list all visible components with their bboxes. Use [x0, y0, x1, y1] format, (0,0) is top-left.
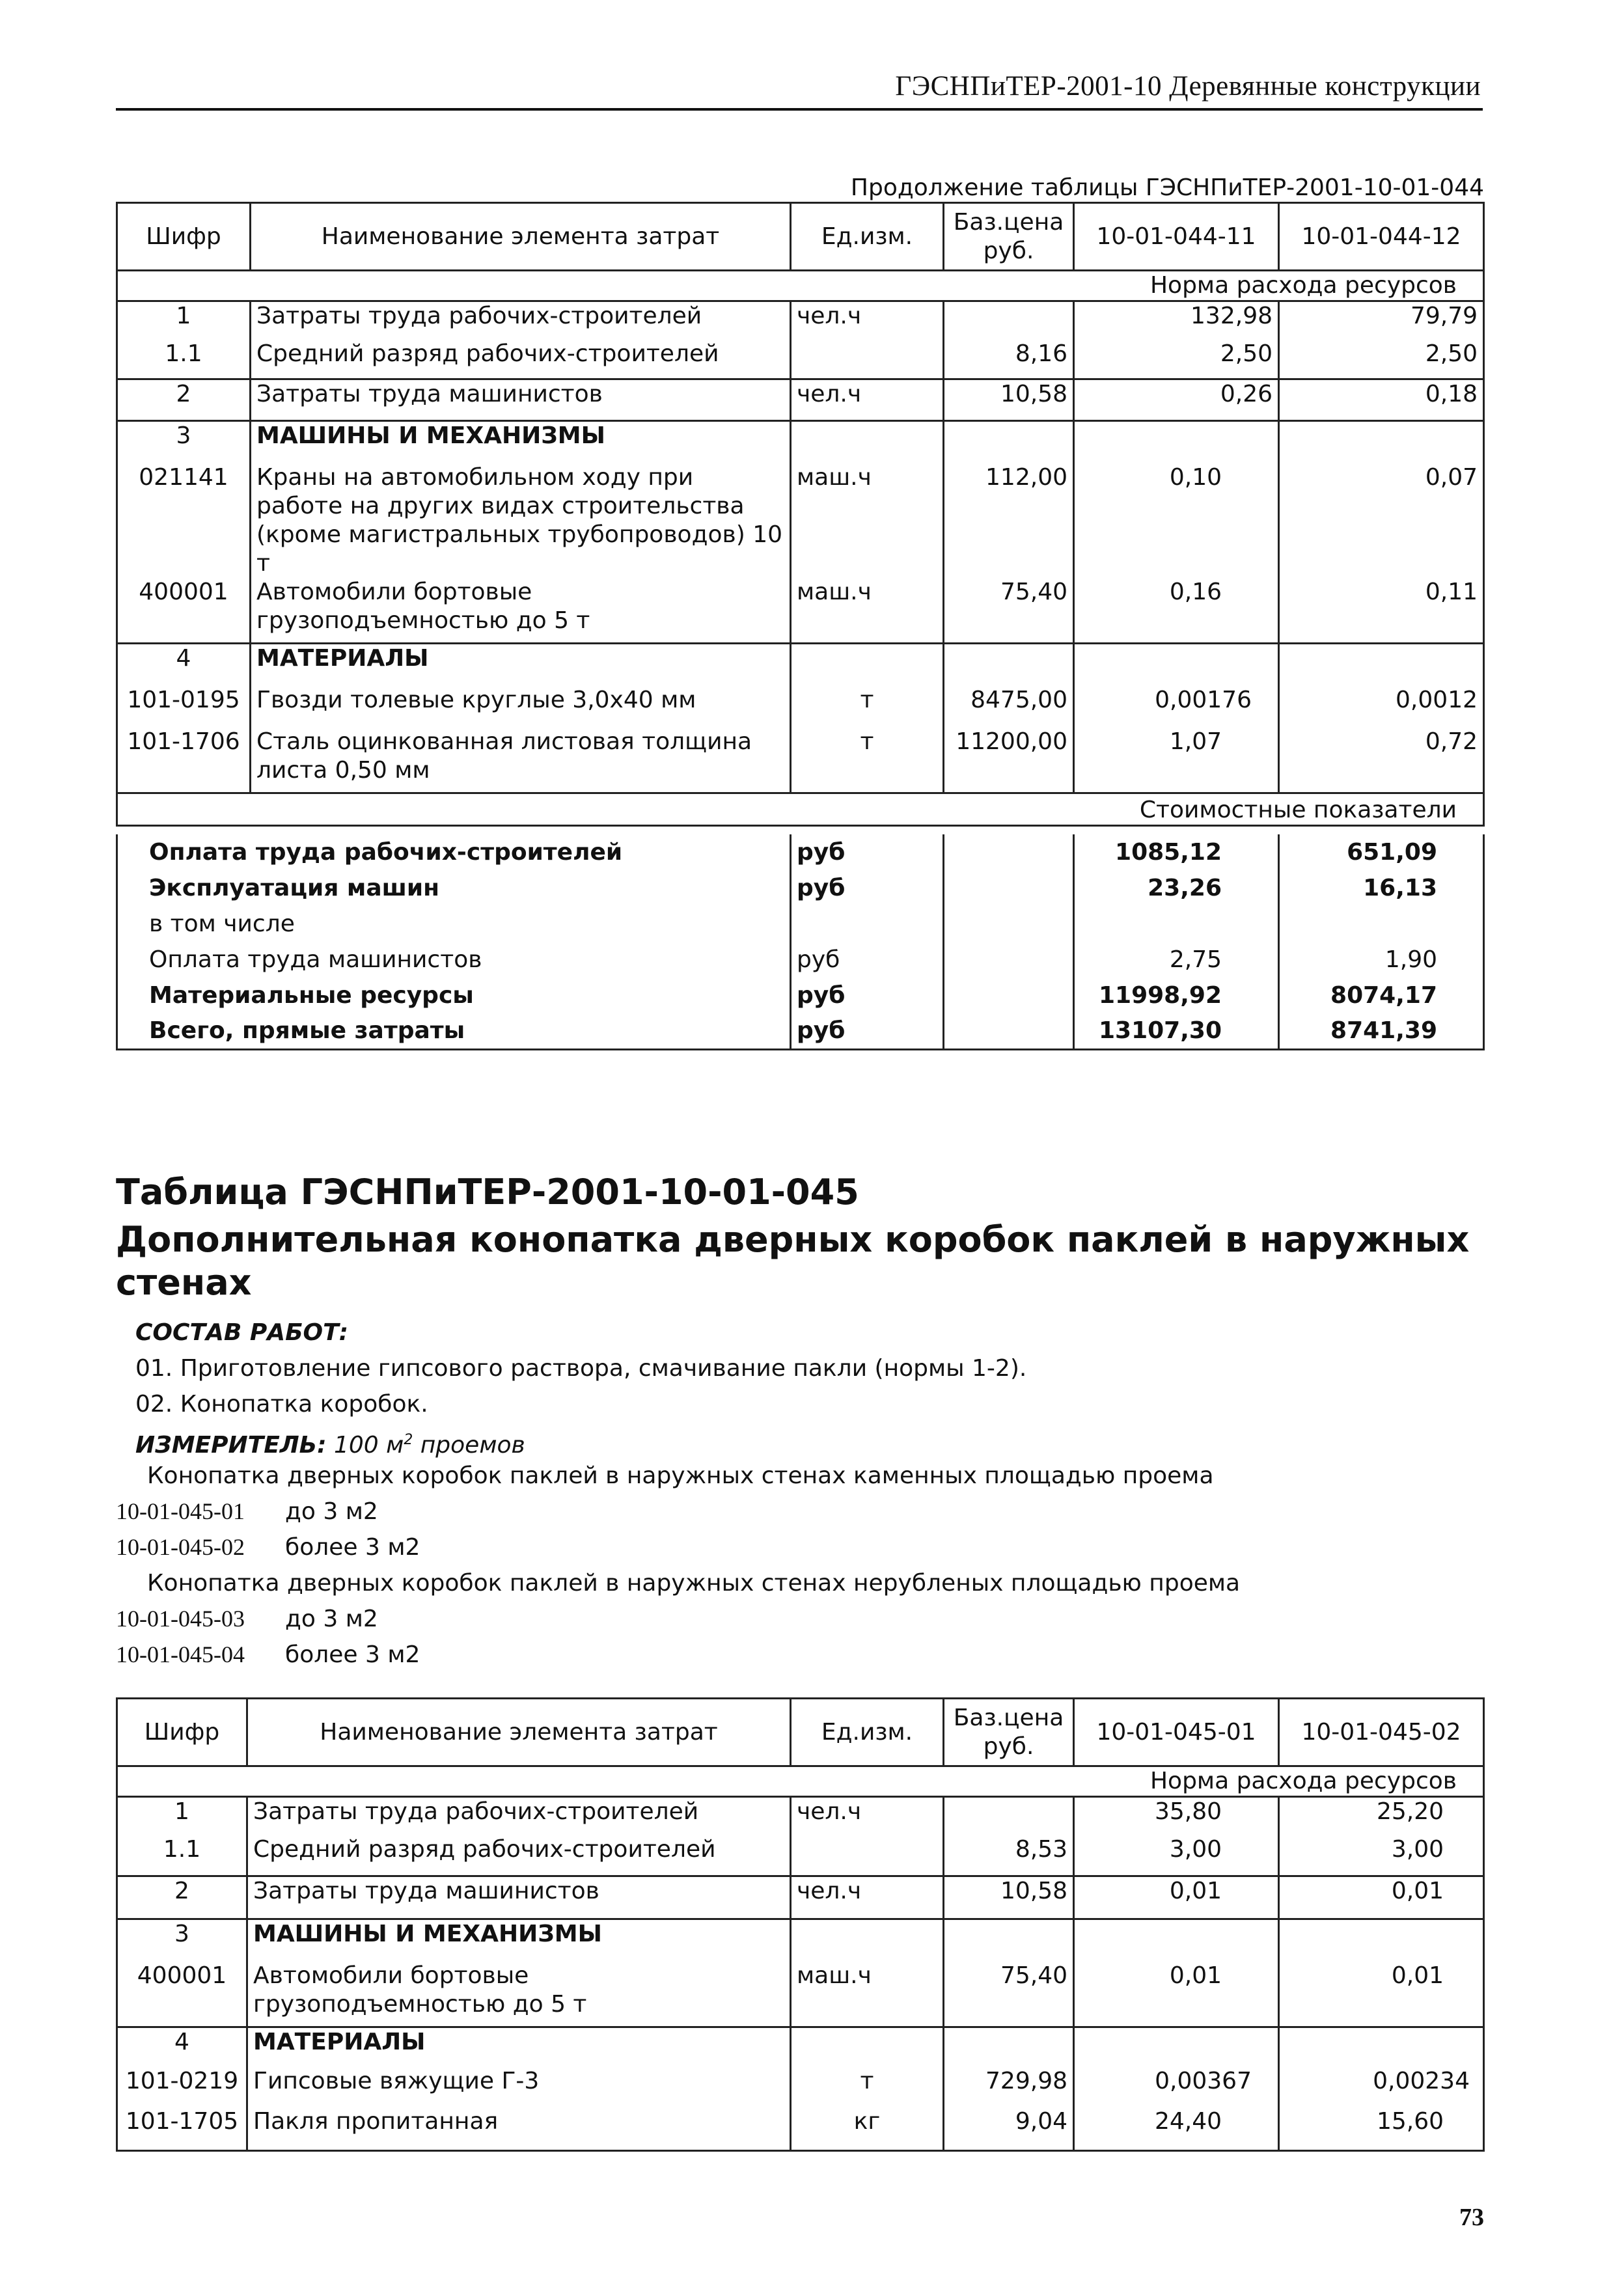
- row-code: 1: [117, 301, 251, 340]
- row-value-2: 15,60: [1279, 2107, 1484, 2150]
- norm-text: до 3 м2: [285, 1498, 378, 1525]
- meter-value: 100 м: [333, 1432, 404, 1459]
- row-price: 8475,00: [944, 686, 1074, 728]
- row-name: Средний разряд рабочих-строителей: [251, 340, 791, 379]
- row-unit: кг: [791, 2107, 944, 2150]
- row-value-2: 79,79: [1279, 301, 1484, 340]
- resource-table-044: [116, 202, 1485, 827]
- norm-code: 10-01-045-03: [116, 1606, 245, 1632]
- row-value-2: 0,72: [1279, 728, 1484, 793]
- header-norm-1: 10-01-045-01: [1074, 1699, 1279, 1766]
- row-price: 8,16: [944, 340, 1074, 379]
- row-unit: т: [791, 686, 944, 728]
- row-value-1: 0,01: [1074, 1876, 1279, 1919]
- row-code: 101-0219: [117, 2067, 247, 2107]
- row-value-1: [1074, 1919, 1279, 1962]
- table-header-row: [117, 203, 1484, 271]
- summary-unit: руб: [791, 870, 944, 906]
- norm-band-row: [117, 271, 1484, 301]
- row-name: Затраты труда машинистов: [247, 1876, 791, 1919]
- row-price: 729,98: [944, 2067, 1074, 2107]
- table-row: [117, 379, 1484, 420]
- summary-value-1: 1085,12: [1074, 834, 1279, 870]
- row-value-2: [1279, 1919, 1484, 1962]
- norm-band-row: [117, 1766, 1484, 1797]
- header-unit: Ед.изм.: [791, 1699, 944, 1766]
- row-code: 101-1706: [117, 728, 251, 793]
- norm-band-label: Норма расхода ресурсов: [117, 271, 1484, 301]
- summary-unit: руб: [791, 942, 944, 978]
- row-unit: маш.ч: [791, 578, 944, 643]
- table-row: [117, 1876, 1484, 1919]
- row-value-2: 3,00: [1279, 1835, 1484, 1876]
- header-norm-1: 10-01-044-11: [1074, 203, 1279, 271]
- row-value-2: [1279, 643, 1484, 686]
- norm-code: 10-01-045-02: [116, 1534, 245, 1560]
- section-subtitle: Дополнительная конопатка дверных коробок паклей в наружных стенах: [116, 1219, 1470, 1303]
- row-value-2: [1279, 420, 1484, 463]
- row-value-1: 3,00: [1074, 1835, 1279, 1876]
- row-name: Затраты труда машинистов: [251, 379, 791, 420]
- meter-line: [116, 1422, 1515, 1458]
- summary-value-1: 23,26: [1074, 870, 1279, 906]
- header-base-price: Баз.цена руб.: [944, 203, 1074, 271]
- row-price: 10,58: [944, 1876, 1074, 1919]
- summary-unit: [791, 906, 944, 942]
- row-unit: чел.ч: [791, 1796, 944, 1835]
- row-value-1: 1,07: [1074, 728, 1279, 793]
- row-value-2: 0,00234: [1279, 2067, 1484, 2107]
- row-code: 4: [117, 2027, 247, 2067]
- table-row: [117, 2107, 1484, 2150]
- table-row: [117, 643, 1484, 686]
- row-name: Гвозди толевые круглые 3,0х40 мм: [251, 686, 791, 728]
- summary-empty: [944, 870, 1074, 906]
- table-row: [117, 463, 1484, 578]
- cost-band-label: Стоимостные показатели: [117, 793, 1484, 825]
- row-value-1: 0,10: [1074, 463, 1279, 578]
- row-value-1: 0,26: [1074, 379, 1279, 420]
- work-description: [116, 1315, 1515, 1673]
- summary-value-1: 2,75: [1074, 942, 1279, 978]
- row-name: Средний разряд рабочих-строителей: [247, 1835, 791, 1876]
- table-row: [117, 340, 1484, 379]
- row-value-1: 0,16: [1074, 578, 1279, 643]
- row-code: 3: [117, 420, 251, 463]
- row-value-2: 0,0012: [1279, 686, 1484, 728]
- row-code: 1.1: [117, 1835, 247, 1876]
- summary-row: [117, 942, 1484, 978]
- row-name: Затраты труда рабочих-строителей: [251, 301, 791, 340]
- row-code: 400001: [117, 578, 251, 643]
- table-row: [117, 1835, 1484, 1876]
- meter-label: ИЗМЕРИТЕЛЬ:: [135, 1432, 327, 1459]
- summary-label: Всего, прямые затраты: [117, 1013, 791, 1049]
- row-unit: маш.ч: [791, 1962, 944, 2027]
- row-value-2: 0,01: [1279, 1962, 1484, 2027]
- row-name: Сталь оцинкованная листовая толщина листа 0,50 мм: [251, 728, 791, 793]
- header-norm-2: 10-01-045-02: [1279, 1699, 1484, 1766]
- summary-value-2: 651,09: [1279, 834, 1484, 870]
- row-price: 75,40: [944, 1962, 1074, 2027]
- work-composition-label: СОСТАВ РАБОТ:: [135, 1319, 349, 1346]
- summary-empty: [944, 834, 1074, 870]
- cost-summary-table: [116, 834, 1485, 1050]
- row-name: Краны на автомобильном ходу при работе на других видах строительства (кроме магистральных трубопроводов) 10 т: [251, 463, 791, 578]
- header-code: Шифр: [117, 1699, 247, 1766]
- row-code: 3: [117, 1919, 247, 1962]
- norm-text: до 3 м2: [285, 1606, 378, 1632]
- row-name: МАТЕРИАЛЫ: [247, 2027, 791, 2067]
- row-price: 9,04: [944, 2107, 1074, 2150]
- row-code: 2: [117, 379, 251, 420]
- row-value-1: 24,40: [1074, 2107, 1279, 2150]
- row-price: [944, 2027, 1074, 2067]
- row-price: [944, 1796, 1074, 1835]
- norm-code-line: [116, 1494, 1515, 1529]
- summary-label: Оплата труда рабочих-строителей: [117, 834, 791, 870]
- table-header-row: [117, 1699, 1484, 1766]
- row-unit: [791, 340, 944, 379]
- row-price: [944, 301, 1074, 340]
- row-price: [944, 643, 1074, 686]
- summary-value-2: 1,90: [1279, 942, 1484, 978]
- summary-unit: руб: [791, 834, 944, 870]
- row-value-1: [1074, 2027, 1279, 2067]
- summary-value-1: [1074, 906, 1279, 942]
- row-price: [944, 1919, 1074, 1962]
- header-unit: Ед.изм.: [791, 203, 944, 271]
- row-price: 8,53: [944, 1835, 1074, 1876]
- table-row: [117, 1796, 1484, 1835]
- summary-empty: [944, 978, 1074, 1013]
- summary-empty: [944, 1013, 1074, 1049]
- summary-value-2: 8074,17: [1279, 978, 1484, 1013]
- norm-code: 10-01-045-01: [116, 1498, 245, 1524]
- table-row: [117, 2027, 1484, 2067]
- table-row: [117, 578, 1484, 643]
- row-price: 112,00: [944, 463, 1074, 578]
- row-code: 400001: [117, 1962, 247, 2027]
- row-value-2: 2,50: [1279, 340, 1484, 379]
- summary-row: [117, 870, 1484, 906]
- row-unit: чел.ч: [791, 301, 944, 340]
- row-unit: чел.ч: [791, 379, 944, 420]
- row-value-2: 0,01: [1279, 1876, 1484, 1919]
- header-norm-2: 10-01-044-12: [1279, 203, 1484, 271]
- row-value-1: 0,00176: [1074, 686, 1279, 728]
- row-code: 2: [117, 1876, 247, 1919]
- row-code: 4: [117, 643, 251, 686]
- row-value-2: 25,20: [1279, 1796, 1484, 1835]
- summary-value-2: [1279, 906, 1484, 942]
- cost-band-row: [117, 793, 1484, 825]
- row-unit: т: [791, 728, 944, 793]
- row-name: МАТЕРИАЛЫ: [251, 643, 791, 686]
- norm-text: более 3 м2: [285, 1641, 420, 1668]
- header-base-price: Баз.цена руб.: [944, 1699, 1074, 1766]
- meter-sup: 2: [404, 1432, 413, 1448]
- row-name: Автомобили бортовые грузоподъемностью до 5 т: [247, 1962, 791, 2027]
- norm-code-line: [116, 1529, 1515, 1565]
- summary-row: [117, 1013, 1484, 1049]
- norm-code-line: [116, 1637, 1515, 1673]
- work-item: 01. Приготовление гипсового раствора, смачивание пакли (нормы 1-2).: [135, 1355, 1027, 1382]
- row-value-1: 0,01: [1074, 1962, 1279, 2027]
- row-name: МАШИНЫ И МЕХАНИЗМЫ: [247, 1919, 791, 1962]
- norm-code: 10-01-045-04: [116, 1641, 245, 1667]
- row-price: 75,40: [944, 578, 1074, 643]
- summary-empty: [944, 906, 1074, 942]
- norm-band-label: Норма расхода ресурсов: [117, 1766, 1484, 1797]
- norm-text: более 3 м2: [285, 1534, 420, 1561]
- row-value-1: 2,50: [1074, 340, 1279, 379]
- group-description: Конопатка дверных коробок паклей в наружных стенах каменных площадью проема: [147, 1462, 1214, 1489]
- page-number: 73: [1459, 2204, 1484, 2231]
- row-unit: [791, 643, 944, 686]
- summary-value-2: 8741,39: [1279, 1013, 1484, 1049]
- summary-value-1: 13107,30: [1074, 1013, 1279, 1049]
- row-value-2: 0,18: [1279, 379, 1484, 420]
- table-row: [117, 728, 1484, 793]
- table-continuation-caption: Продолжение таблицы ГЭСНПиТЕР-2001-10-01-044: [850, 174, 1484, 201]
- row-name: Автомобили бортовые грузоподъемностью до 5 т: [251, 578, 791, 643]
- norm-code-line: [116, 1601, 1515, 1637]
- row-value-1: 132,98: [1074, 301, 1279, 340]
- header-rule: [116, 108, 1483, 111]
- row-code: 021141: [117, 463, 251, 578]
- row-unit: [791, 1919, 944, 1962]
- group-description: Конопатка дверных коробок паклей в наружных стенах нерубленых площадью проема: [147, 1570, 1241, 1597]
- summary-unit: руб: [791, 978, 944, 1013]
- summary-label: Эксплуатация машин: [117, 870, 791, 906]
- row-name: Затраты труда рабочих-строителей: [247, 1796, 791, 1835]
- meter-tail: проемов: [413, 1432, 525, 1459]
- row-value-2: 0,11: [1279, 578, 1484, 643]
- summary-row: [117, 906, 1484, 942]
- row-value-2: [1279, 2027, 1484, 2067]
- row-unit: маш.ч: [791, 463, 944, 578]
- row-name: МАШИНЫ И МЕХАНИЗМЫ: [251, 420, 791, 463]
- row-code: 101-1705: [117, 2107, 247, 2150]
- section-title: Таблица ГЭСНПиТЕР-2001-10-01-045: [116, 1172, 859, 1213]
- table-row: [117, 686, 1484, 728]
- row-name: Пакля пропитанная: [247, 2107, 791, 2150]
- work-item: 02. Конопатка коробок.: [135, 1391, 428, 1418]
- row-code: 101-0195: [117, 686, 251, 728]
- row-name: Гипсовые вяжущие Г-3: [247, 2067, 791, 2107]
- row-value-2: 0,07: [1279, 463, 1484, 578]
- row-unit: [791, 2027, 944, 2067]
- row-value-1: [1074, 420, 1279, 463]
- table-row: [117, 420, 1484, 463]
- header-code: Шифр: [117, 203, 251, 271]
- row-price: 11200,00: [944, 728, 1074, 793]
- table-row: [117, 2067, 1484, 2107]
- summary-label: в том числе: [117, 906, 791, 942]
- header-name: Наименование элемента затрат: [247, 1699, 791, 1766]
- summary-empty: [944, 942, 1074, 978]
- summary-value-1: 11998,92: [1074, 978, 1279, 1013]
- table-row: [117, 301, 1484, 340]
- row-value-1: [1074, 643, 1279, 686]
- row-code: 1.1: [117, 340, 251, 379]
- summary-label: Оплата труда машинистов: [117, 942, 791, 978]
- running-head: ГЭСНПиТЕР-2001-10 Деревянные конструкции: [895, 71, 1481, 102]
- row-value-1: 0,00367: [1074, 2067, 1279, 2107]
- row-unit: [791, 420, 944, 463]
- row-price: 10,58: [944, 379, 1074, 420]
- summary-row: [117, 834, 1484, 870]
- row-price: [944, 420, 1074, 463]
- table-row: [117, 1919, 1484, 1962]
- row-value-1: 35,80: [1074, 1796, 1279, 1835]
- row-unit: чел.ч: [791, 1876, 944, 1919]
- summary-label: Материальные ресурсы: [117, 978, 791, 1013]
- summary-unit: руб: [791, 1013, 944, 1049]
- summary-value-2: 16,13: [1279, 870, 1484, 906]
- header-name: Наименование элемента затрат: [251, 203, 791, 271]
- row-unit: т: [791, 2067, 944, 2107]
- table-row: [117, 1962, 1484, 2027]
- row-unit: [791, 1835, 944, 1876]
- row-code: 1: [117, 1796, 247, 1835]
- resource-table-045: [116, 1697, 1485, 2152]
- summary-row: [117, 978, 1484, 1013]
